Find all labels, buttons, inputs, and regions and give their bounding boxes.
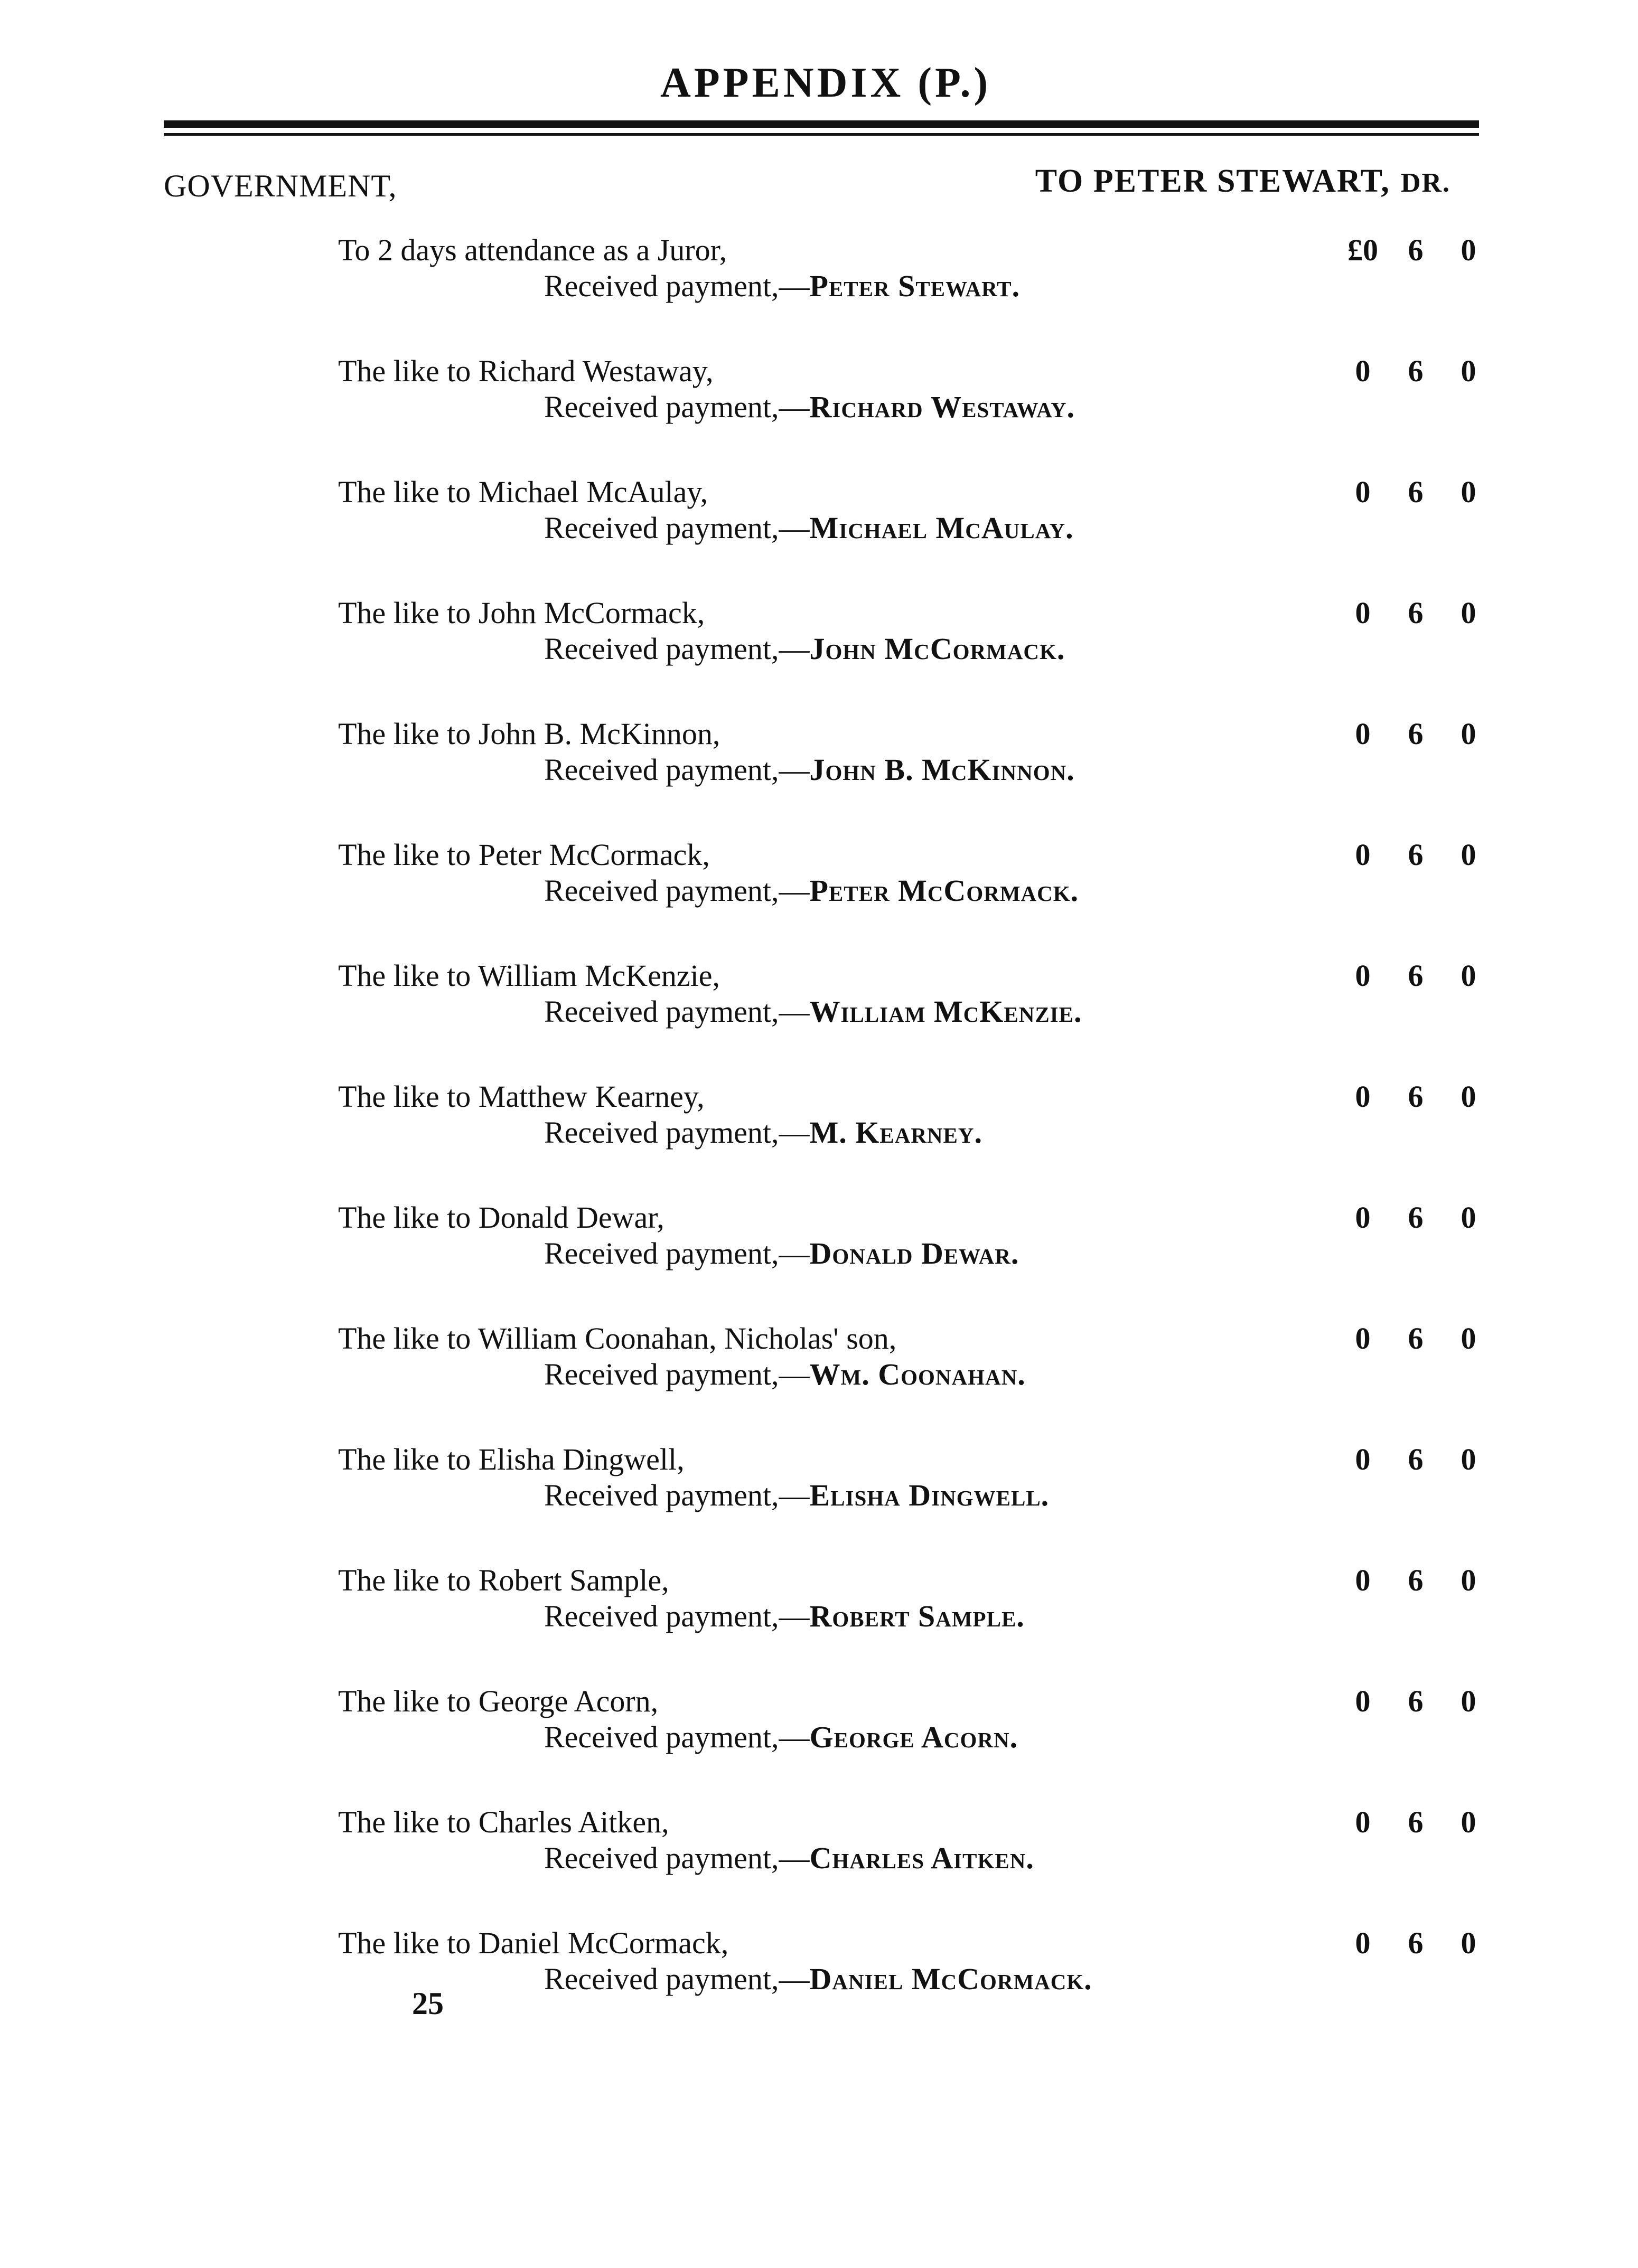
entry-receipt (544, 268, 1020, 304)
amount-pence: 0 (1461, 233, 1476, 267)
amount-pounds: 0 (1355, 475, 1371, 509)
ledger-entry (0, 474, 1638, 596)
receipt-signer: George Acorn. (809, 1720, 1018, 1754)
ledger-entry (0, 837, 1638, 958)
entry-description: The like to Donald Dewar, (338, 1200, 664, 1235)
receipt-prefix: Received payment,— (544, 994, 810, 1029)
receipt-signer: Donald Dewar. (809, 1236, 1019, 1271)
receipt-prefix: Received payment,— (544, 1962, 810, 1996)
amount-pounds: 0 (1355, 1684, 1371, 1718)
receipt-prefix: Received payment,— (544, 752, 810, 787)
receipt-signer: Peter Stewart. (809, 269, 1021, 303)
entry-amount (1342, 1925, 1490, 1961)
receipt-signer: William McKenzie. (809, 994, 1082, 1029)
ledger-entry (0, 232, 1638, 354)
amount-shillings: 6 (1408, 1442, 1424, 1476)
account-creditor-name: TO PETER STEWART, (1035, 163, 1390, 199)
receipt-prefix: Received payment,— (544, 1720, 810, 1754)
ledger-entry (0, 1925, 1638, 2047)
entry-receipt (544, 873, 1079, 908)
amount-pence: 0 (1461, 1079, 1476, 1114)
amount-pounds: 0 (1355, 1079, 1371, 1114)
amount-pence: 0 (1461, 1926, 1476, 1960)
ledger-entry (0, 716, 1638, 837)
ledger-entry (0, 1683, 1638, 1805)
entry-description: The like to Peter McCormack, (338, 837, 710, 872)
ledger-entry (0, 353, 1638, 475)
amount-shillings: 6 (1408, 1926, 1424, 1960)
receipt-signer: M. Kearney. (809, 1115, 982, 1150)
entry-amount (1342, 353, 1490, 389)
receipt-signer: Richard Westaway. (809, 390, 1075, 424)
entry-receipt (544, 1115, 982, 1150)
amount-shillings: 6 (1408, 475, 1424, 509)
amount-shillings: 6 (1408, 1563, 1424, 1597)
amount-pounds: 0 (1355, 837, 1371, 872)
receipt-signer: Daniel McCormack. (809, 1962, 1092, 1996)
entry-description: The like to George Acorn, (338, 1684, 659, 1718)
entry-receipt (544, 1961, 1092, 1997)
account-creditor (1035, 163, 1450, 200)
amount-pounds: 0 (1355, 1563, 1371, 1597)
receipt-signer: Robert Sample. (809, 1599, 1025, 1633)
entry-amount (1342, 716, 1490, 751)
entry-receipt (544, 1236, 1019, 1271)
amount-pence: 0 (1461, 1805, 1476, 1839)
entry-receipt (544, 389, 1075, 425)
amount-pounds: 0 (1355, 1200, 1371, 1235)
amount-pounds: 0 (1355, 717, 1371, 751)
entry-receipt (544, 1357, 1026, 1392)
entry-receipt (544, 1719, 1018, 1755)
entry-description: The like to Michael McAulay, (338, 475, 708, 509)
amount-pence: 0 (1461, 837, 1476, 872)
amount-pounds: 0 (1355, 1321, 1371, 1356)
receipt-prefix: Received payment,— (544, 269, 810, 303)
entry-description: To 2 days attendance as a Juror, (338, 233, 727, 267)
entry-amount (1342, 1200, 1490, 1235)
amount-pence: 0 (1461, 354, 1476, 388)
page-number: 25 (412, 1986, 444, 2021)
amount-shillings: 6 (1408, 1805, 1424, 1839)
amount-pounds: 0 (1355, 596, 1371, 630)
entry-receipt (544, 1840, 1034, 1876)
entry-receipt (544, 1478, 1049, 1513)
receipt-prefix: Received payment,— (544, 1115, 810, 1150)
heading-rule-thin (164, 133, 1479, 136)
receipt-signer: John McCormack. (809, 632, 1065, 666)
amount-shillings: 6 (1408, 596, 1424, 630)
amount-pence: 0 (1461, 596, 1476, 630)
entry-description: The like to William McKenzie, (338, 958, 720, 993)
debit-marker: DR. (1400, 168, 1450, 198)
entry-description: The like to Daniel McCormack, (338, 1926, 729, 1960)
receipt-signer: John B. McKinnon. (809, 752, 1075, 787)
receipt-prefix: Received payment,— (544, 1841, 810, 1875)
receipt-signer: Elisha Dingwell. (809, 1478, 1050, 1512)
entry-description: The like to Charles Aitken, (338, 1805, 669, 1839)
amount-pounds: 0 (1355, 1926, 1371, 1960)
amount-pence: 0 (1461, 1563, 1476, 1597)
amount-shillings: 6 (1408, 1321, 1424, 1356)
entry-receipt (544, 1598, 1025, 1634)
entry-description: The like to Elisha Dingwell, (338, 1442, 685, 1476)
entry-description: The like to Richard Westaway, (338, 354, 714, 388)
entry-description: The like to John B. McKinnon, (338, 717, 720, 751)
entry-receipt (544, 631, 1065, 666)
entry-description: The like to John McCormack, (338, 596, 705, 630)
amount-pounds: 0 (1355, 1442, 1371, 1476)
entry-amount (1342, 1683, 1490, 1719)
entry-receipt (544, 994, 1082, 1029)
amount-shillings: 6 (1408, 1200, 1424, 1235)
receipt-signer: Charles Aitken. (809, 1841, 1034, 1875)
receipt-prefix: Received payment,— (544, 1236, 810, 1271)
account-debtor: GOVERNMENT, (164, 168, 397, 203)
receipt-prefix: Received payment,— (544, 1478, 810, 1512)
ledger-entry (0, 1200, 1638, 1321)
amount-shillings: 6 (1408, 1684, 1424, 1718)
entry-description: The like to Robert Sample, (338, 1563, 669, 1597)
receipt-prefix: Received payment,— (544, 873, 810, 908)
entry-amount (1342, 232, 1490, 268)
receipt-prefix: Received payment,— (544, 1599, 810, 1633)
receipt-signer: Michael McAulay. (809, 511, 1074, 545)
ledger-entry (0, 1079, 1638, 1200)
entry-amount (1342, 958, 1490, 993)
ledger-entry (0, 1442, 1638, 1563)
amount-pence: 0 (1461, 717, 1476, 751)
amount-pence: 0 (1461, 958, 1476, 993)
page-heading: APPENDIX (P.) (660, 60, 991, 106)
receipt-signer: Wm. Coonahan. (809, 1357, 1026, 1391)
amount-shillings: 6 (1408, 837, 1424, 872)
receipt-prefix: Received payment,— (544, 511, 810, 545)
amount-pence: 0 (1461, 1321, 1476, 1356)
entry-receipt (544, 510, 1074, 545)
entry-amount (1342, 1442, 1490, 1477)
entry-description: The like to Matthew Kearney, (338, 1079, 705, 1114)
entry-receipt (544, 752, 1075, 787)
amount-pounds: 0 (1355, 958, 1371, 993)
entry-amount (1342, 1321, 1490, 1356)
entry-amount (1342, 474, 1490, 510)
amount-pence: 0 (1461, 475, 1476, 509)
ledger-entry (0, 1321, 1638, 1442)
amount-shillings: 6 (1408, 958, 1424, 993)
amount-pounds: 0 (1355, 354, 1371, 388)
ledger-entry (0, 1804, 1638, 1926)
entry-description: The like to William Coonahan, Nicholas' son, (338, 1321, 897, 1356)
entry-amount (1342, 595, 1490, 630)
receipt-prefix: Received payment,— (544, 390, 810, 424)
ledger-entry (0, 958, 1638, 1079)
receipt-prefix: Received payment,— (544, 632, 810, 666)
ledger-entry (0, 1563, 1638, 1684)
amount-shillings: 6 (1408, 354, 1424, 388)
amount-pounds: £0 (1347, 233, 1378, 267)
amount-pence: 0 (1461, 1684, 1476, 1718)
heading-rule-thick (164, 120, 1479, 128)
amount-shillings: 6 (1408, 1079, 1424, 1114)
amount-pence: 0 (1461, 1200, 1476, 1235)
amount-shillings: 6 (1408, 233, 1424, 267)
entry-amount (1342, 1804, 1490, 1840)
amount-shillings: 6 (1408, 717, 1424, 751)
receipt-prefix: Received payment,— (544, 1357, 810, 1391)
entry-amount (1342, 837, 1490, 872)
ledger-entry (0, 595, 1638, 717)
receipt-signer: Peter McCormack. (809, 873, 1079, 908)
amount-pounds: 0 (1355, 1805, 1371, 1839)
amount-pence: 0 (1461, 1442, 1476, 1476)
entry-amount (1342, 1563, 1490, 1598)
entry-amount (1342, 1079, 1490, 1114)
